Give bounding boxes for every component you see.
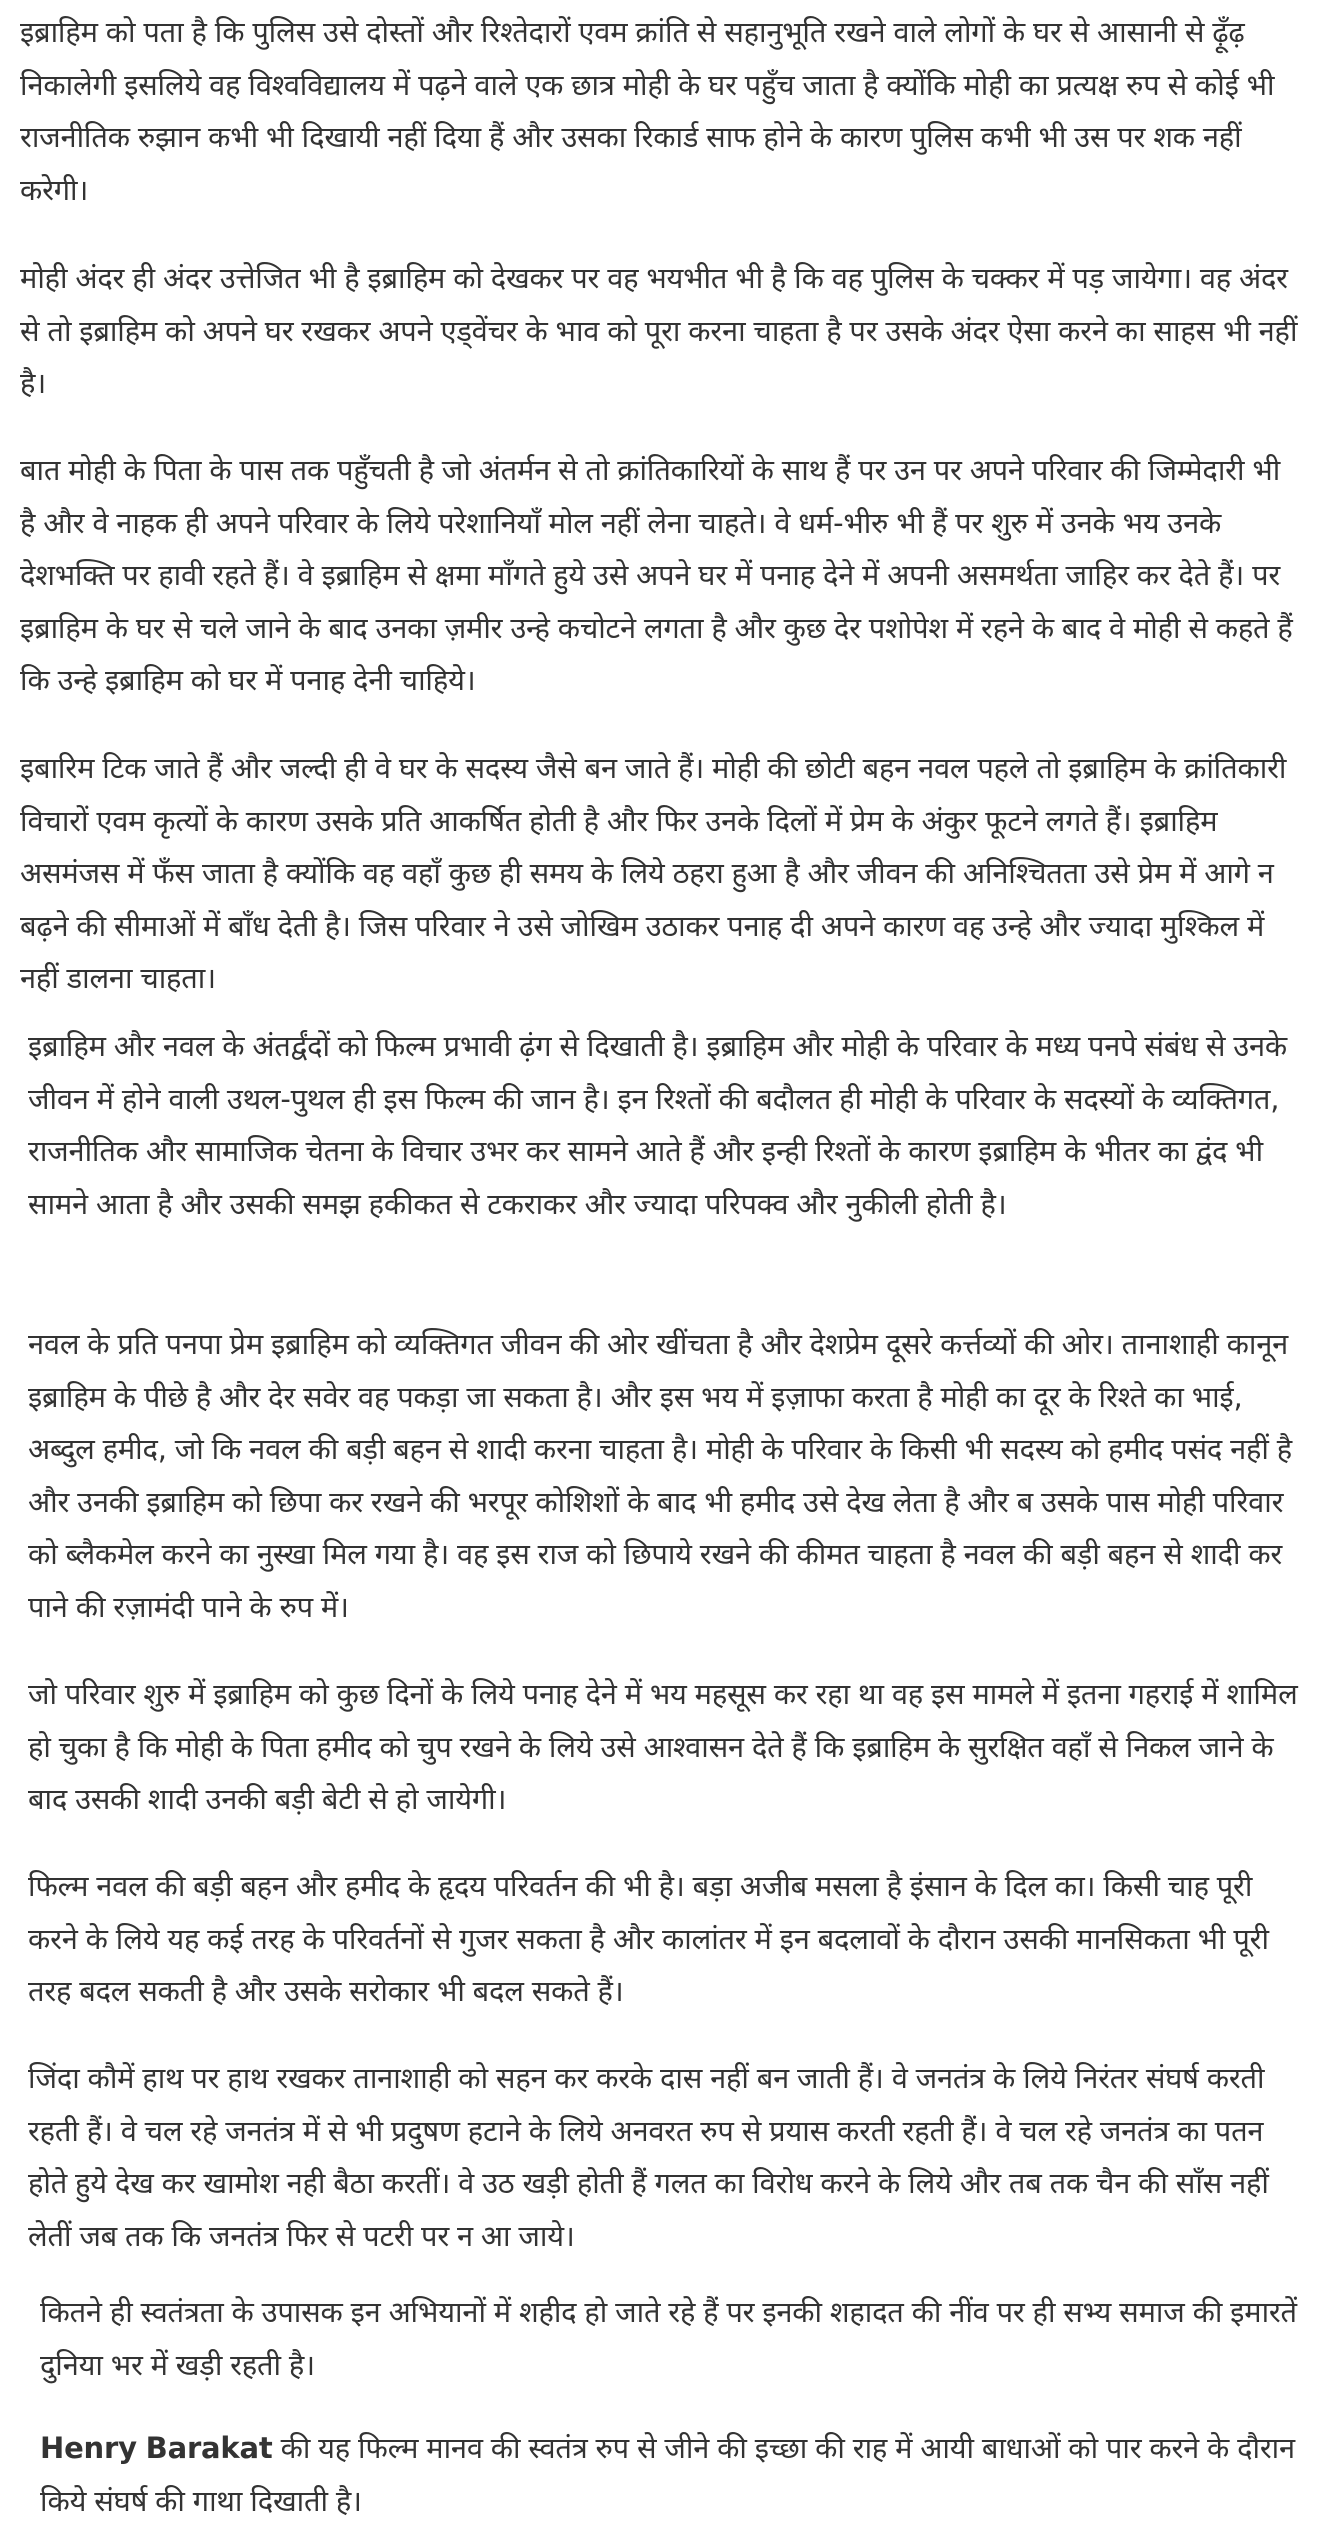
paragraph-family-promise: जो परिवार शुरु में इब्राहिम को कुछ दिनों के लिये पनाह देने में भय महसूस कर रहा था वह इस मामले में इतना गहराई में शामिल हो चुका है कि मोही के पिता हमीद को चुप रखने के लिये उसे आश्वासन देते हैं कि इब्राहिम के सुरक्षित वहाँ से निकल जाने के बाद उसकी शादी उनकी बड़ी बेटी से हो जायेगी। — [28, 1677, 1298, 1816]
paragraph-naval-love: इबारिम टिक जाते हैं और जल्दी ही वे घर के सदस्य जैसे बन जाते हैं। मोही की छोटी बहन नवल पहले तो इब्राहिम के क्रांतिकारी विचारों एवम कृत्यों के कारण उसके प्रति आकर्षित होती है और फिर उनके दिलों में प्रेम के अंकुर फूटने लगते हैं। इब्राहिम असमंजस में फँस जाता है क्योंकि वह वहाँ कुछ ही समय के लिये ठहरा हुआ है और जीवन की अनिश्चितता उसे प्रेम में आगे न बढ़ने की सीमाओं में बाँध देती है। जिस परिवार ने उसे जोखिम उठाकर पनाह दी अपने कारण वह उन्हे और ज्यादा मुश्किल में नहीं डालना चाहता। — [20, 751, 1287, 995]
paragraph-hamid-blackmail: नवल के प्रति पनपा प्रेम इब्राहिम को व्यक्तिगत जीवन की ओर खींचता है और देशप्रेम दूसरे कर्त्तव्यों की ओर। तानाशाही कानून इब्राहिम के पीछे है और देर सवेर वह पकड़ा जा सकता है। और इस भय में इज़ाफा करता है मोही का दूर के रिश्ते का भाई, अब्दुल हमीद, जो कि नवल की बड़ी बहन से शादी करना चाहता है। मोही के परिवार के किसी भी सदस्य को हमीद पसंद नहीं है और उनकी इब्राहिम को छिपा कर रखने की भरपूर कोशिशों के बाद भी हमीद उसे देख लेता है और ब उसके पास मोही परिवार को ब्लैकमेल करने का नुस्खा मिल गया है। वह इस राज को छिपाये रखने की कीमत चाहता है नवल की बड़ी बहन से शादी कर पाने की रज़ामंदी पाने के रुप में। — [28, 1327, 1292, 1624]
paragraph-inner-conflict: इब्राहिम और नवल के अंतर्द्वंदों को फिल्म प्रभावी ढ़ंग से दिखाती है। इब्राहिम और मोही के परिवार के मध्य पनपे संबंध से उनके जीवन में होने वाली उथल-पुथल ही इस फिल्म की जान है। इन रिश्तों की बदौलत ही मोही के परिवार के सदस्यों के व्यक्तिगत, राजनीतिक और सामाजिक चेतना के विचार उभर कर सामने आते हैं और इन्ही रिश्तों के कारण इब्राहिम के भीतर का द्वंद भी सामने आता है और उसकी समझ हकीकत से टकराकर और ज्यादा परिपक्व और नुकीली होती है। — [28, 1029, 1287, 1221]
paragraph-closing — [40, 2422, 1300, 2527]
paragraph-martyrs: कितने ही स्वतंत्रता के उपासक इन अभियानों में शहीद हो जाते रहे हैं पर इनकी शहादत की नींव पर ही सभ्य समाज की इमारतें दुनिया भर में खड़ी रहती है। — [40, 2295, 1297, 2382]
paragraph-heart-change: फिल्म नवल की बड़ी बहन और हमीद के हृदय परिवर्तन की भी है। बड़ा अजीब मसला है इंसान के दिल का। किसी चाह पूरी करने के लिये यह कई तरह के परिवर्तनों से गुजर सकता है और कालांतर में इन बदलावों के दौरान उसकी मानसिकता भी पूरी तरह बदल सकती है और उसके सरोकार भी बदल सकते हैं। — [28, 1869, 1269, 2008]
paragraph-mohi-fear: मोही अंदर ही अंदर उत्तेजित भी है इब्राहिम को देखकर पर वह भयभीत भी है कि वह पुलिस के चक्कर में पड़ जायेगा। वह अंदर से तो इब्राहिम को अपने घर रखकर अपने एड्वेंचर के भाव को पूरा करना चाहता है पर उसके अंदर ऐसा करने का साहस भी नहीं है। — [20, 261, 1298, 400]
paragraph-living-nations: जिंदा कौमें हाथ पर हाथ रखकर तानाशाही को सहन कर करके दास नहीं बन जाती हैं। वे जनतंत्र के लिये निरंतर संघर्ष करती रहती हैं। वे चल रहे जनतंत्र में से भी प्रदुषण हटाने के लिये अनवरत रुप से प्रयास करती रहती हैं। वे चल रहे जनतंत्र का पतन होते हुये देख कर खामोश नही बैठा करतीं। वे उठ खड़ी होती हैं गलत का विरोध करने के लिये और तब तक चैन की साँस नहीं लेतीं जब तक कि जनतंत्र फिर से पटरी पर न आ जाये। — [28, 2061, 1269, 2253]
paragraph-father-decision: बात मोही के पिता के पास तक पहुँचती है जो अंतर्मन से तो क्रांतिकारियों के साथ हैं पर उन पर अपने परिवार की जिम्मेदारी भी है और वे नाहक ही अपने परिवार के लिये परेशानियाँ मोल नहीं लेना चाहते। वे धर्म-भीरु भी हैं पर शुरु में उनके भय उनके देशभक्ति पर हावी रहते हैं। वे इब्राहिम से क्षमा माँगते हुये उसे अपने घर में पनाह देने में अपनी असमर्थता जाहिर कर देते हैं। पर इब्राहिम के घर से चले जाने के बाद उनका ज़मीर उन्हे कचोटने लगता है और कुछ देर पशोपेश में रहने के बाद वे मोही से कहते हैं कि उन्हे इब्राहिम को घर में पनाह देनी चाहिये। — [20, 453, 1293, 697]
director-name: Henry Barakat — [40, 2431, 273, 2465]
paragraph-ibrahim-hides: इब्राहिम को पता है कि पुलिस उसे दोस्तों और रिश्तेदारों एवम क्रांति से सहानुभूति रखने वाले लोगों के घर से आसानी से ढ़ूँढ़ निकालेगी इसलिये वह विश्वविद्यालय में पढ़ने वाले एक छात्र मोही के घर पहुँच जाता है क्योंकि मोही का प्रत्यक्ष रुप से कोई भी राजनीतिक रुझान कभी भी दिखायी नहीं दिया हैं और उसका रिकार्ड साफ होने के कारण पुलिस कभी भी उस पर शक नहीं करेगी। — [20, 15, 1275, 207]
closing-text: की यह फिल्म मानव की स्वतंत्र रुप से जीने की इच्छा की राह में आयी बाधाओं को पार करने के दौरान किये संघर्ष की गाथा दिखाती है। — [40, 2431, 1295, 2518]
